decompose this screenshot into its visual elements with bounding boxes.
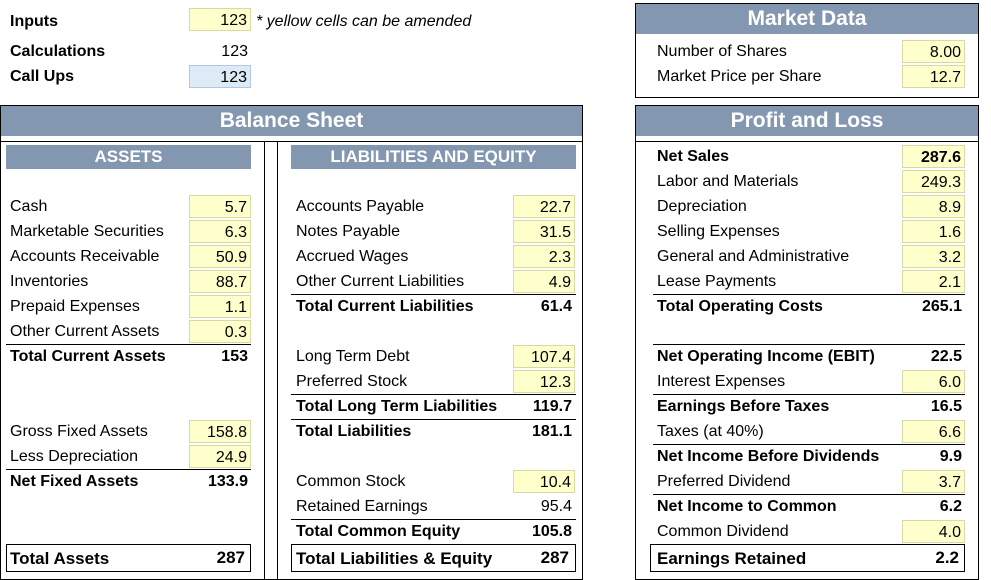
- net-sales-label: Net Sales: [657, 148, 730, 165]
- ni-common-label: Net Income to Common: [657, 498, 837, 515]
- notes-payable-label: Notes Payable: [296, 223, 401, 240]
- general-admin-label: General and Administrative: [657, 248, 850, 265]
- accounts-receivable-label: Accounts Receivable: [10, 248, 160, 265]
- total-common-equity-value: 105.8: [531, 523, 572, 540]
- prepaid-expenses-label: Prepaid Expenses: [10, 298, 140, 315]
- assets-header: ASSETS: [6, 145, 251, 169]
- market-data-title: Market Data: [636, 4, 978, 34]
- common-dividend-input[interactable]: 4.0: [902, 520, 965, 543]
- depreciation-input[interactable]: 8.9: [902, 195, 965, 218]
- total-lt-liabilities-value: 119.7: [532, 398, 572, 415]
- legend-calculations-label: Calculations: [10, 43, 106, 60]
- net-fixed-assets-label: Net Fixed Assets: [10, 473, 139, 490]
- earnings-retained-value: 2.2: [935, 548, 959, 567]
- selling-expenses-input[interactable]: 1.6: [902, 220, 965, 243]
- balance-separator-right: [277, 142, 278, 580]
- price-label: Market Price per Share: [657, 68, 822, 85]
- ebit-value: 22.5: [930, 348, 962, 365]
- retained-earnings-value: 95.4: [540, 498, 572, 515]
- other-current-liabilities-label: Other Current Liabilities: [296, 273, 465, 290]
- accrued-wages-input[interactable]: 2.3: [513, 245, 575, 268]
- total-assets-label: Total Assets: [10, 549, 110, 568]
- common-stock-input[interactable]: 10.4: [513, 470, 575, 493]
- legend-calculations-sample: 123: [221, 43, 248, 60]
- prepaid-expenses-input[interactable]: 1.1: [189, 295, 251, 318]
- liabilities-header: LIABILITIES AND EQUITY: [291, 145, 576, 169]
- legend-note: * yellow cells can be amended: [256, 13, 472, 30]
- legend-callups-label: Call Ups: [10, 68, 75, 85]
- net-sales-input[interactable]: 287.6: [902, 145, 965, 168]
- accounts-payable-label: Accounts Payable: [296, 198, 425, 215]
- other-current-assets-label: Other Current Assets: [10, 323, 160, 340]
- preferred-stock-label: Preferred Stock: [296, 373, 408, 390]
- inventories-label: Inventories: [10, 273, 89, 290]
- selling-expenses-label: Selling Expenses: [657, 223, 780, 240]
- gross-fixed-assets-label: Gross Fixed Assets: [10, 423, 148, 440]
- interest-expenses-label: Interest Expenses: [657, 373, 786, 390]
- marketable-securities-input[interactable]: 6.3: [189, 220, 251, 243]
- total-current-liabilities-value: 61.4: [540, 298, 572, 315]
- shares-input[interactable]: 8.00: [902, 40, 965, 63]
- earnings-retained-label: Earnings Retained: [657, 549, 807, 568]
- common-dividend-label: Common Dividend: [657, 523, 789, 540]
- less-depreciation-input[interactable]: 24.9: [189, 445, 251, 468]
- total-liabilities-equity-value: 287: [540, 548, 569, 567]
- long-term-debt-input[interactable]: 107.4: [513, 345, 575, 368]
- common-stock-label: Common Stock: [296, 473, 406, 490]
- legend-inputs-sample: 123: [189, 8, 251, 31]
- depreciation-label: Depreciation: [657, 198, 747, 215]
- preferred-dividend-label: Preferred Dividend: [657, 473, 791, 490]
- ni-before-div-label: Net Income Before Dividends: [657, 448, 880, 465]
- cash-label: Cash: [10, 198, 48, 215]
- price-input[interactable]: 12.7: [902, 65, 965, 88]
- total-assets-value: 287: [216, 548, 245, 567]
- profit-loss-divider: [635, 141, 979, 142]
- total-liabilities-value: 181.1: [531, 423, 572, 440]
- accounts-receivable-input[interactable]: 50.9: [189, 245, 251, 268]
- lease-payments-label: Lease Payments: [657, 273, 777, 290]
- inventories-input[interactable]: 88.7: [189, 270, 251, 293]
- legend-inputs-label: Inputs: [10, 13, 58, 30]
- total-current-assets-label: Total Current Assets: [10, 348, 166, 365]
- net-fixed-assets-value: 133.9: [207, 473, 248, 490]
- notes-payable-input[interactable]: 31.5: [513, 220, 575, 243]
- taxes-label: Taxes (at 40%): [657, 423, 764, 440]
- marketable-securities-label: Marketable Securities: [10, 223, 164, 240]
- total-liabilities-label: Total Liabilities: [296, 423, 412, 440]
- total-current-liabilities-label: Total Current Liabilities: [296, 298, 474, 315]
- accounts-payable-input[interactable]: 22.7: [513, 195, 575, 218]
- balance-sheet-title: Balance Sheet: [1, 106, 582, 136]
- cash-input[interactable]: 5.7: [189, 195, 251, 218]
- general-admin-input[interactable]: 3.2: [902, 245, 965, 268]
- ni-before-div-value: 9.9: [939, 448, 962, 465]
- accrued-wages-label: Accrued Wages: [296, 248, 409, 265]
- less-depreciation-label: Less Depreciation: [10, 448, 139, 465]
- interest-expenses-input[interactable]: 6.0: [902, 370, 965, 393]
- long-term-debt-label: Long Term Debt: [296, 348, 410, 365]
- total-lt-liabilities-label: Total Long Term Liabilities: [296, 398, 498, 415]
- lease-payments-input[interactable]: 2.1: [902, 270, 965, 293]
- total-current-assets-value: 153: [221, 348, 248, 365]
- total-liabilities-equity-label: Total Liabilities & Equity: [296, 549, 493, 568]
- total-operating-costs-value: 265.1: [921, 298, 962, 315]
- taxes-input[interactable]: 6.6: [902, 420, 965, 443]
- balance-sheet-divider: [0, 141, 583, 142]
- labor-materials-label: Labor and Materials: [657, 173, 799, 190]
- legend-callups-sample: 123: [189, 65, 251, 88]
- labor-materials-input[interactable]: 249.3: [902, 170, 965, 193]
- preferred-stock-input[interactable]: 12.3: [513, 370, 575, 393]
- shares-label: Number of Shares: [657, 43, 787, 60]
- ebt-label: Earnings Before Taxes: [657, 398, 830, 415]
- profit-loss-title: Profit and Loss: [636, 106, 978, 136]
- total-operating-costs-label: Total Operating Costs: [657, 298, 823, 315]
- ebt-value: 16.5: [930, 398, 962, 415]
- total-common-equity-label: Total Common Equity: [296, 523, 461, 540]
- other-current-assets-input[interactable]: 0.3: [189, 320, 251, 343]
- balance-separator-left: [264, 142, 265, 580]
- other-current-liabilities-input[interactable]: 4.9: [513, 270, 575, 293]
- ni-common-value: 6.2: [939, 498, 962, 515]
- retained-earnings-label: Retained Earnings: [296, 498, 428, 515]
- gross-fixed-assets-input[interactable]: 158.8: [189, 420, 251, 443]
- preferred-dividend-input[interactable]: 3.7: [902, 470, 965, 493]
- ebit-label: Net Operating Income (EBIT): [657, 348, 875, 365]
